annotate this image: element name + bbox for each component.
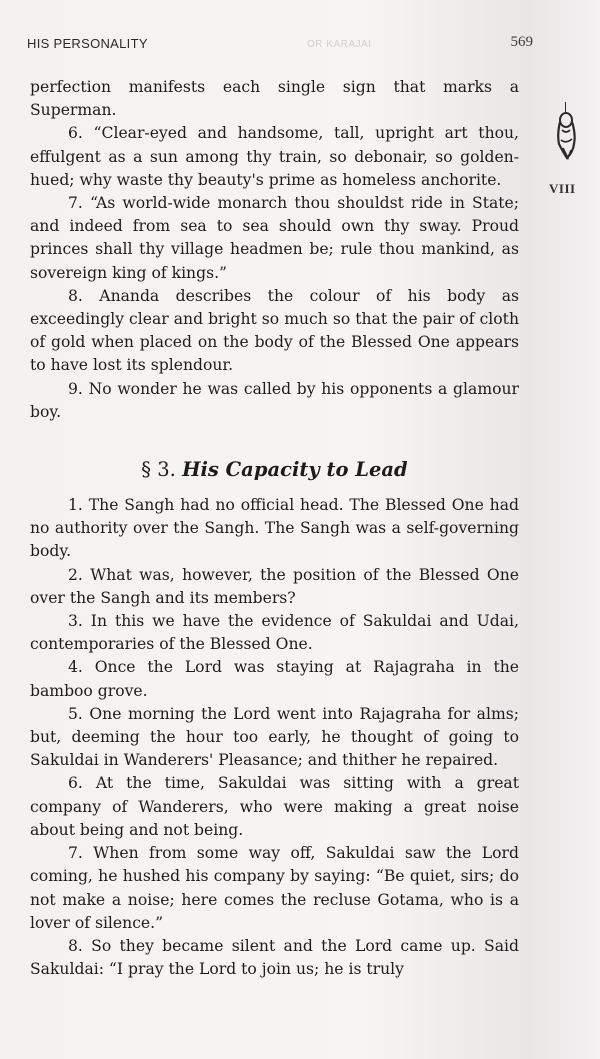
page-number: 569 (510, 34, 533, 50)
buddha-figure-icon (551, 100, 581, 166)
paragraph: 4. Once the Lord was staying at Rajagraha in the bamboo grove. (30, 658, 519, 700)
running-head: HIS PERSONALITY (27, 36, 148, 51)
paragraph: 7. When from some way off, Sakuldai saw the Lord coming, he hushed his company by saying: “Be quiet, sirs; do not make a noise; here comes the recluse Gotama, who is a lover of silence.” (30, 844, 519, 932)
page-header (27, 36, 533, 58)
chapter-mark: VIII (549, 181, 576, 196)
section-mark: § 3. (141, 458, 176, 482)
section-heading (30, 457, 519, 483)
section-title: His Capacity to Lead (182, 458, 408, 482)
paragraph: 6. “Clear-eyed and handsome, tall, upright art thou, effulgent as a sun among thy train, so debonair, so golden-hued; why waste thy beauty's prime as homeless anchorite. (30, 124, 519, 189)
paragraph: 5. One morning the Lord went into Rajagraha for alms; but, deeming the hour too early, he thought of going to Sakuldai in Wanderers' Pleasance; and thither he repaired. (30, 704, 519, 770)
paragraph: 6. At the time, Sakuldai was sitting with a great company of Wanderers, who were making a great noise about being and not being. (30, 774, 519, 839)
bleed-through-text: OR KARAJAI (307, 39, 372, 50)
paragraph: perfection manifests each single sign that marks a Superman. (30, 78, 519, 120)
paragraph: 1. The Sangh had no official head. The Blessed One had no authority over the Sangh. The Sangh was a self-governing body. (30, 496, 519, 561)
paragraph: 9. No wonder he was called by his opponents a glamour boy. (30, 379, 519, 421)
paragraph: 8. Ananda describes the colour of his body as exceedingly clear and bright so much so that the pair of cloth of gold when placed on the body of the Blessed One appears to have lost its splendour. (30, 286, 519, 375)
paragraph: 7. “As world-wide monarch thou shouldst ride in State; and indeed from sea to sea should own thy sway. Proud princes shall thy village headmen be; rule thou mankind, as sovereign king of kings.” (30, 194, 519, 282)
paragraph: 3. In this we have the evidence of Sakuldai and Udai, contemporaries of the Blessed One. (30, 612, 519, 654)
paragraph: 2. What was, however, the position of the Blessed One over the Sangh and its members? (30, 565, 519, 607)
paragraph: 8. So they became silent and the Lord came up. Said Sakuldai: “I pray the Lord to join us; he is truly (30, 936, 519, 979)
page-body (30, 76, 519, 981)
